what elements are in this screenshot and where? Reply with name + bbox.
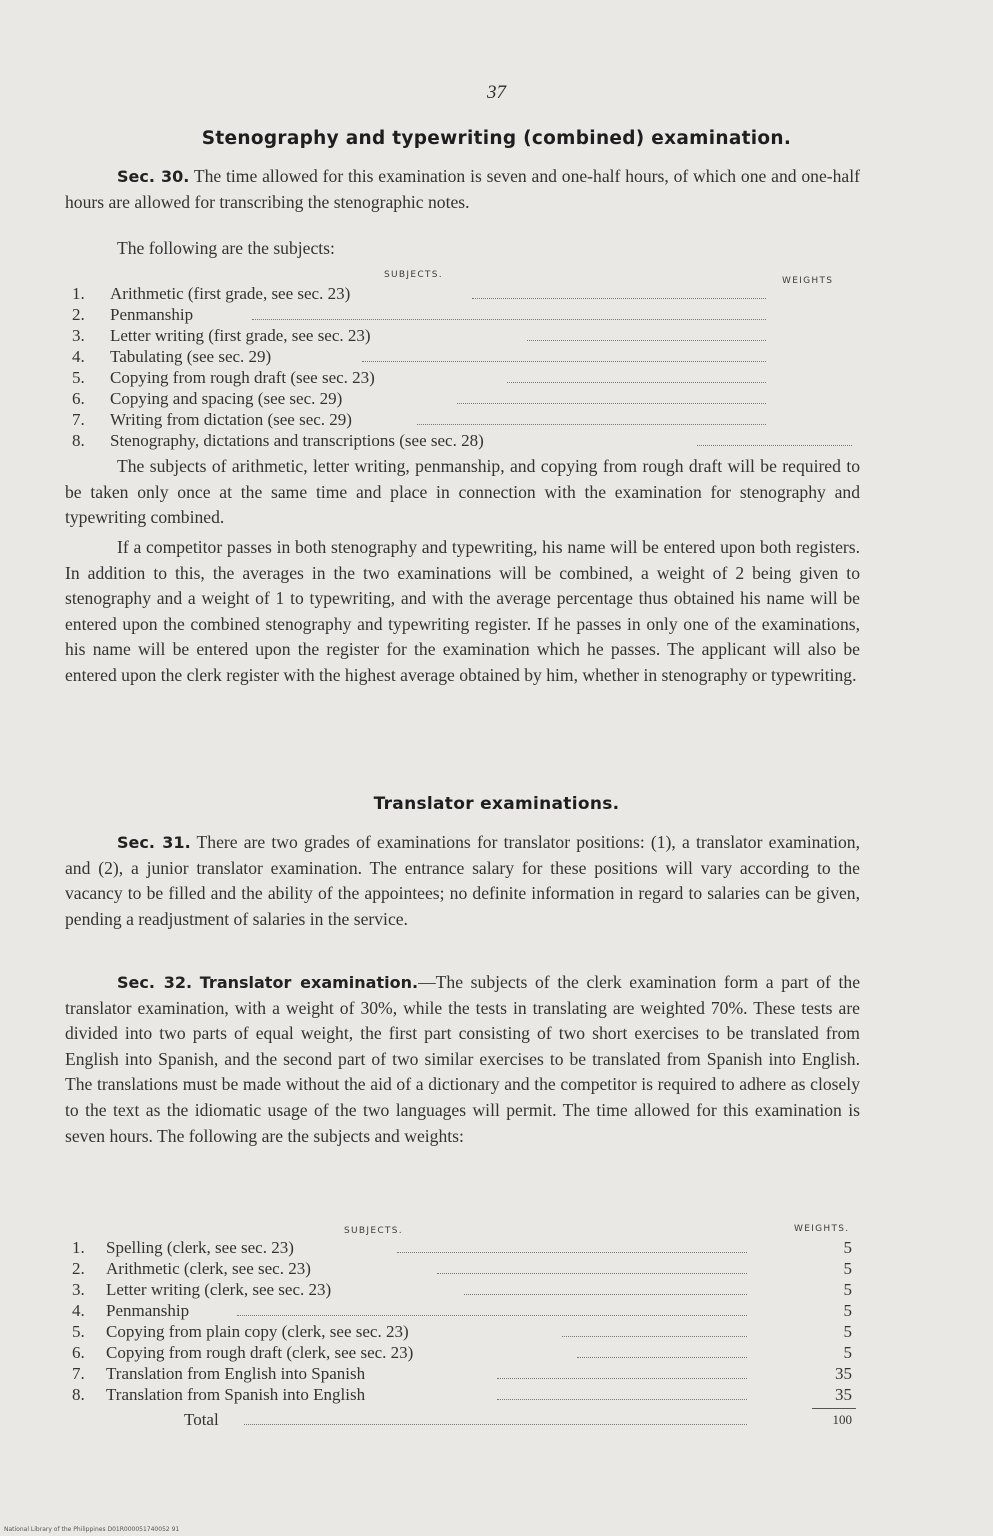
sec-32-text: —The subjects of the clerk examination form a part of the translator examination, with a weight of 30%, while the tests in translating are weighted 70%. These tests are divided into two parts of equal weight, the first part consisting of two short exercises to be translated from English into Spanish, and the second part of two similar exercises to be translated from Spanish into English. The translations must be made without the aid of a dictionary and the competitor is required to adhere as closely to the text as the idiomatic usage of the two languages will permit. The time allowed for this examination is seven hours. The following are the subjects and weights: — [65, 972, 861, 1146]
page-number: 37 — [487, 82, 506, 103]
translator-subjects-list — [72, 1224, 872, 1434]
list-item: 6. Copying and spacing (see sec. 29) — [72, 389, 872, 411]
dot-leader — [244, 1424, 747, 1425]
dot-leader — [697, 445, 852, 446]
weights-header: WEIGHTS — [782, 276, 834, 286]
sec-30-text: The time allowed for this examination is seven and one-half hours, of which one and one-half hours are allowed for transcribing the stenographic notes. — [65, 166, 860, 212]
paragraph-sec-32 — [65, 970, 860, 1149]
subjects-header: SUBJECTS. — [344, 1226, 403, 1236]
list-item: 5. Copying from plain copy (clerk, see sec. 23) 5 — [72, 1322, 852, 1341]
total-value: 100 — [832, 1412, 852, 1427]
total-label: Total — [184, 1410, 223, 1430]
weights-header: WEIGHTS. — [794, 1224, 850, 1234]
list-item: 3. Letter writing (first grade, see sec. 23) — [72, 326, 872, 348]
section-title-stenography: Stenography and typewriting (combined) examination. — [201, 128, 792, 149]
paragraph-registers: If a competitor passes in both stenography and typewriting, his name will be entered upon both registers. In addition to this, the averages in the two examinations will be combined, a weight of 2 being given to stenography and a weight of 1 to typewriting, and with the average percentage thus obtained his name will be entered upon the combined stenography and typewriting register. If he passes in only one of the examinations, his name will be entered upon the register for the examination which he passes. The applicant will also be entered upon the clerk register with the highest average obtained by him, whether in stenography or typewriting. — [65, 537, 860, 685]
dot-leader — [507, 382, 766, 383]
list-item: 1. Arithmetic (first grade, see sec. 23) — [72, 284, 872, 306]
total-rule — [812, 1408, 856, 1409]
paragraph-subjects-once: The subjects of arithmetic, letter writing, penmanship, and copying from rough draft will be required to be taken only once at the same time and place in connection with the examination for stenography and typewriting combined. — [65, 456, 860, 528]
list-item: 4. Penmanship 5 — [72, 1301, 852, 1320]
list-item: 7. Translation from English into Spanish 35 — [72, 1364, 852, 1383]
section-title-translator: Translator examinations. — [373, 794, 620, 814]
dot-leader — [252, 319, 766, 320]
dot-leader — [464, 1294, 747, 1295]
list-item: 4. Tabulating (see sec. 29) — [72, 347, 872, 369]
list-item: 8. Stenography, dictations and transcriptions (see sec. 28) — [72, 431, 872, 453]
dot-leader — [497, 1378, 747, 1379]
dot-leader — [417, 424, 766, 425]
dot-leader — [527, 340, 766, 341]
sec-30-label: Sec. 30. — [117, 167, 190, 186]
dot-leader — [397, 1252, 747, 1253]
list-item: 2. Penmanship — [72, 305, 872, 327]
total-row — [72, 1410, 872, 1432]
dot-leader — [362, 361, 766, 362]
dot-leader — [237, 1315, 747, 1316]
dot-leader — [562, 1336, 747, 1337]
dot-leader — [472, 298, 766, 299]
paragraph-sec-30 — [65, 164, 860, 215]
paragraph-sec-31 — [65, 830, 860, 932]
list-item: 8. Translation from Spanish into English 35 — [72, 1385, 852, 1404]
list-item: 1. Spelling (clerk, see sec. 23) 5 — [72, 1238, 852, 1257]
footer-credit: National Library of the Philippines D01R000051740052 91 — [4, 1526, 180, 1533]
sec-31-label: Sec. 31. — [117, 833, 191, 852]
list-item: 3. Letter writing (clerk, see sec. 23) 5 — [72, 1280, 852, 1299]
dot-leader — [497, 1399, 747, 1400]
sec-32-label: Sec. 32. — [117, 973, 193, 992]
dot-leader — [577, 1357, 747, 1358]
list-item: 5. Copying from rough draft (see sec. 23) — [72, 368, 872, 390]
dot-leader — [437, 1273, 747, 1274]
subjects-header: SUBJECTS. — [384, 270, 443, 280]
list-item: 2. Arithmetic (clerk, see sec. 23) 5 — [72, 1259, 852, 1278]
subjects-intro: The following are the subjects: — [117, 238, 335, 258]
dot-leader — [457, 403, 766, 404]
stenography-subjects-list — [72, 270, 872, 450]
sec-32-heading: Translator examination. — [199, 973, 419, 992]
sec-31-text: There are two grades of examinations for translator positions: (1), a translator examination, and (2), a junior translator examination. The entrance salary for these positions will vary according to the vacancy to be filled and the ability of the appointees; no definite information in regard to salaries can be given, pending a readjustment of salaries in the service. — [65, 832, 860, 929]
list-item: 7. Writing from dictation (see sec. 29) — [72, 410, 872, 432]
list-item: 6. Copying from rough draft (clerk, see sec. 23) 5 — [72, 1343, 852, 1362]
